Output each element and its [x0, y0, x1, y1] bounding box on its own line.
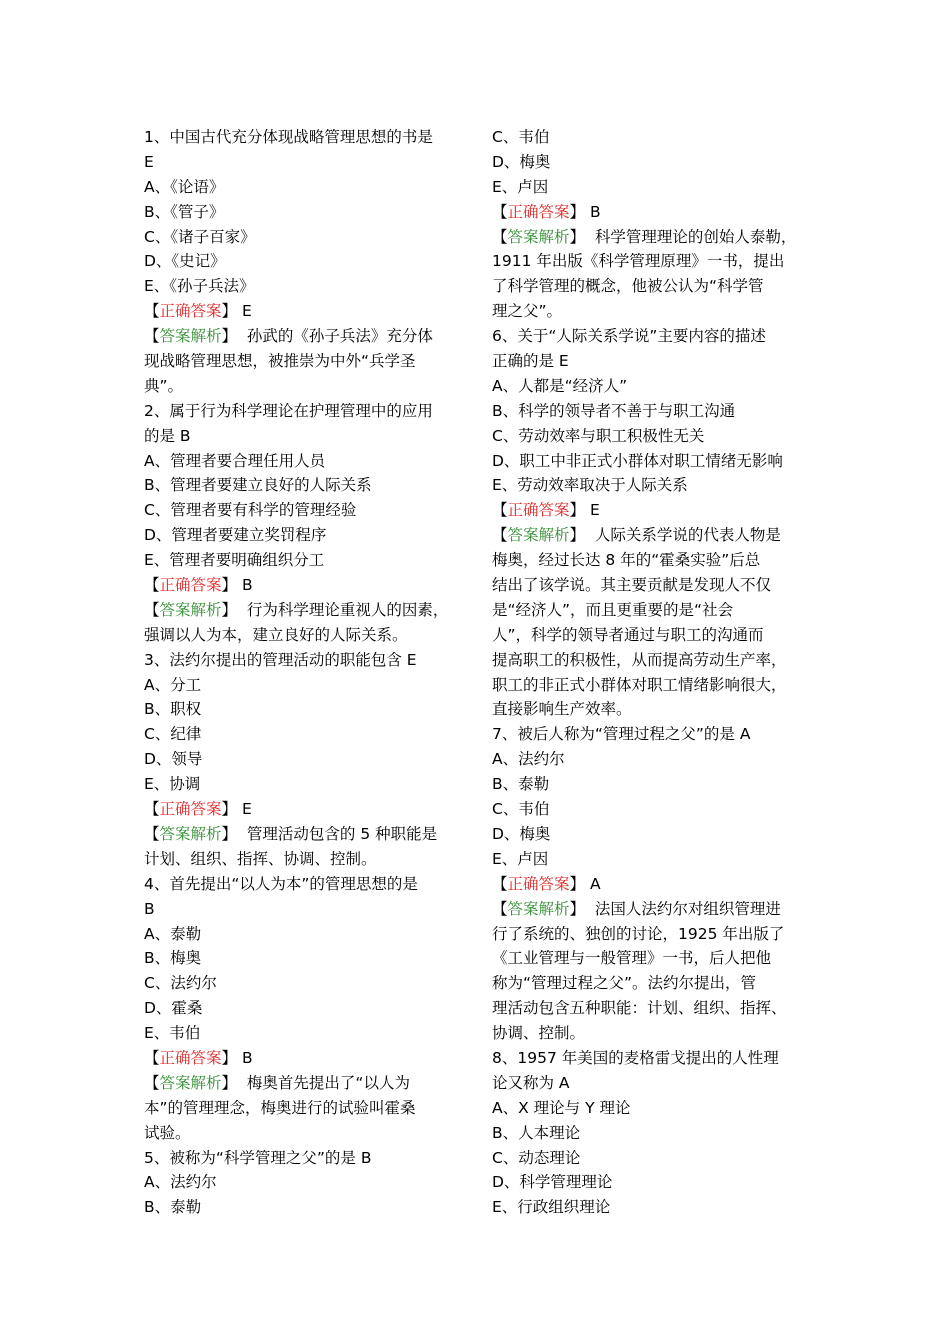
left-column — [144, 125, 470, 1220]
option: A、法约尔 — [492, 750, 565, 769]
explain-continuation: 结出了该学说。其主要贡献是发现人不仅 — [492, 576, 772, 595]
bracket-close: 】 — [569, 874, 586, 893]
bracket-close: 】 — [221, 600, 238, 619]
explain-line — [492, 225, 814, 250]
answer-label: 正确答案 — [159, 800, 222, 819]
bracket-close: 】 — [569, 501, 586, 520]
bracket-close: 】 — [221, 1073, 238, 1092]
bracket-close: 】 — [569, 899, 586, 918]
explain-label: 答案解析 — [507, 227, 570, 246]
question-stem: 1、中国古代充分体现战略管理思想的书是 — [144, 128, 433, 146]
question-stem: 6、关于“人际关系学说”主要内容的描述 — [492, 327, 766, 346]
answer-line — [492, 498, 814, 523]
option: A、X 理论与 Y 理论 — [492, 1098, 631, 1117]
explain-line — [144, 1071, 470, 1096]
question-stem: 4、首先提出“以人为本”的管理思想的是 — [144, 874, 418, 893]
option: C、《诸子百家》 — [144, 227, 256, 246]
answer-line — [144, 1046, 470, 1071]
right-column — [492, 125, 814, 1220]
option: C、劳动效率与职工积极性无关 — [492, 426, 705, 445]
option: D、管理者要建立奖罚程序 — [144, 526, 327, 545]
option: C、动态理论 — [492, 1148, 581, 1167]
bracket-open: 【 — [144, 1048, 160, 1067]
bracket-close: 】 — [221, 1048, 238, 1067]
option: C、管理者要有科学的管理经验 — [144, 501, 357, 520]
question-stem: 8、1957 年美国的麦格雷戈提出的人性理 — [492, 1048, 779, 1067]
answer-value: B — [241, 1048, 253, 1067]
bracket-open: 【 — [492, 501, 508, 520]
explain-text: 管理活动包含的 5 种职能是 — [241, 824, 438, 843]
explain-continuation: 1911 年出版《科学管理原理》一书，提出 — [492, 252, 785, 271]
answer-value: E — [241, 302, 252, 321]
question-stem: 3、法约尔提出的管理活动的职能包含 E — [144, 650, 417, 669]
explain-line — [144, 822, 470, 847]
answer-value: B — [589, 202, 601, 221]
option: A、《论语》 — [144, 177, 225, 196]
bracket-close: 】 — [221, 576, 238, 595]
option: A、分工 — [144, 675, 202, 694]
bracket-open: 【 — [492, 526, 508, 545]
answer-line — [144, 797, 470, 822]
explain-continuation: 直接影响生产效率。 — [492, 700, 632, 719]
explain-continuation: 人”，科学的领导者通过与职工的沟通而 — [492, 625, 764, 644]
explain-label: 答案解析 — [507, 526, 570, 545]
answer-value: E — [589, 501, 600, 520]
bracket-open: 【 — [492, 202, 508, 221]
bracket-open: 【 — [144, 824, 160, 843]
option: B、管理者要建立良好的人际关系 — [144, 476, 372, 495]
bracket-open: 【 — [492, 227, 508, 246]
option: E、行政组织理论 — [492, 1198, 611, 1217]
answer-label: 正确答案 — [507, 501, 570, 520]
question-stem: 7、被后人称为“管理过程之父”的是 A — [492, 725, 751, 744]
answer-line — [492, 200, 814, 225]
answer-value: A — [589, 874, 601, 893]
explain-text: 孙武的《孙子兵法》充分体 — [241, 327, 433, 346]
option: E、韦伯 — [144, 1024, 201, 1043]
explain-continuation: 理活动包含五种职能：计划、组织、指挥、 — [492, 999, 787, 1018]
explain-line — [492, 897, 814, 922]
explain-label: 答案解析 — [159, 824, 222, 843]
option: B、科学的领导者不善于与职工沟通 — [492, 401, 736, 420]
option: B、《管子》 — [144, 202, 225, 221]
explain-label: 答案解析 — [159, 327, 222, 346]
answer-label: 正确答案 — [159, 576, 222, 595]
option: C、韦伯 — [492, 800, 550, 819]
explain-text: 法国人法约尔对组织管理进 — [589, 899, 781, 918]
question-stem: 5、被称为“科学管理之父”的是 B — [144, 1148, 372, 1167]
explain-line — [492, 523, 814, 548]
option: C、法约尔 — [144, 974, 217, 993]
explain-text: 行为科学理论重视人的因素， — [241, 600, 449, 619]
explain-text: 梅奥首先提出了“以人为 — [241, 1073, 410, 1092]
answer-line — [492, 872, 814, 897]
option: E、卢因 — [492, 177, 549, 196]
explain-continuation: 职工的非正式小群体对职工情绪影响很大， — [492, 675, 787, 694]
explain-continuation: 行了系统的、独创的讨论，1925 年出版了 — [492, 924, 785, 943]
option: E、《孙子兵法》 — [144, 277, 255, 296]
bracket-close: 】 — [221, 824, 238, 843]
option: D、职工中非正式小群体对职工情绪无影响 — [492, 451, 783, 470]
option: B、泰勒 — [492, 775, 550, 794]
bracket-open: 【 — [144, 1073, 160, 1092]
option: D、梅奥 — [492, 824, 551, 843]
bracket-open: 【 — [492, 899, 508, 918]
option: E、协调 — [144, 775, 201, 794]
option: B、泰勒 — [144, 1198, 202, 1217]
option: D、科学管理理论 — [492, 1173, 613, 1192]
bracket-close: 】 — [569, 526, 586, 545]
explain-continuation: 梅奥，经过长达 8 年的“霍桑实验”后总 — [492, 551, 761, 570]
answer-line — [144, 573, 470, 598]
bracket-open: 【 — [144, 800, 160, 819]
option: D、霍桑 — [144, 999, 203, 1018]
explain-label: 答案解析 — [507, 899, 570, 918]
explain-line — [144, 324, 470, 349]
explain-continuation: 强调以人为本，建立良好的人际关系。 — [144, 625, 408, 644]
question-stem: 论又称为 A — [492, 1073, 570, 1092]
explain-continuation: 提高职工的积极性，从而提高劳动生产率， — [492, 650, 787, 669]
answer-label: 正确答案 — [159, 302, 222, 321]
option: D、梅奥 — [492, 152, 551, 171]
question-stem: E — [144, 152, 154, 171]
question-stem: 2、属于行为科学理论在护理管理中的应用 — [144, 401, 433, 420]
option: B、梅奥 — [144, 949, 202, 968]
answer-label: 正确答案 — [507, 202, 570, 221]
option: A、管理者要合理任用人员 — [144, 451, 326, 470]
explain-continuation: 协调、控制。 — [492, 1024, 586, 1043]
explain-continuation: 理之父”。 — [492, 302, 563, 321]
option: B、职权 — [144, 700, 202, 719]
bracket-open: 【 — [144, 327, 160, 346]
option: A、人都是“经济人” — [492, 376, 628, 395]
explain-continuation: 试验。 — [144, 1123, 191, 1142]
explain-continuation: 是“经济人”，而且更重要的是“社会 — [492, 600, 734, 619]
bracket-open: 【 — [492, 874, 508, 893]
explain-text: 科学管理理论的创始人泰勒， — [589, 227, 797, 246]
explain-label: 答案解析 — [159, 600, 222, 619]
explain-continuation: 典”。 — [144, 376, 184, 395]
explain-line — [144, 598, 470, 623]
explain-continuation: 计划、组织、指挥、协调、控制。 — [144, 849, 377, 868]
option: A、法约尔 — [144, 1173, 217, 1192]
option: E、卢因 — [492, 849, 549, 868]
option: A、泰勒 — [144, 924, 202, 943]
option: D、《史记》 — [144, 252, 226, 271]
answer-label: 正确答案 — [507, 874, 570, 893]
answer-label: 正确答案 — [159, 1048, 222, 1067]
bracket-close: 】 — [569, 227, 586, 246]
explain-continuation: 称为“管理过程之父”。法约尔提出，管 — [492, 974, 757, 993]
explain-text: 人际关系学说的代表人物是 — [589, 526, 781, 545]
option: C、纪律 — [144, 725, 202, 744]
explain-continuation: 《工业管理与一般管理》一书，后人把他 — [492, 949, 772, 968]
option: E、管理者要明确组织分工 — [144, 551, 325, 570]
question-stem: 的是 B — [144, 426, 191, 445]
bracket-close: 】 — [221, 800, 238, 819]
bracket-open: 【 — [144, 600, 160, 619]
answer-value: E — [241, 800, 252, 819]
bracket-close: 】 — [221, 327, 238, 346]
explain-continuation: 现战略管理思想，被推崇为中外“兵学圣 — [144, 352, 416, 371]
answer-value: B — [241, 576, 253, 595]
question-stem: B — [144, 899, 155, 918]
option: D、领导 — [144, 750, 203, 769]
bracket-open: 【 — [144, 302, 160, 321]
explain-continuation: 本”的管理理念，梅奥进行的试验叫霍桑 — [144, 1098, 416, 1117]
explain-continuation: 了科学管理的概念，他被公认为“科学管 — [492, 277, 764, 296]
question-stem: 正确的是 E — [492, 352, 569, 371]
explain-label: 答案解析 — [159, 1073, 222, 1092]
bracket-close: 】 — [221, 302, 238, 321]
option: C、韦伯 — [492, 128, 550, 146]
answer-line — [144, 299, 470, 324]
option: E、劳动效率取决于人际关系 — [492, 476, 688, 495]
bracket-close: 】 — [569, 202, 586, 221]
option: B、人本理论 — [492, 1123, 581, 1142]
bracket-open: 【 — [144, 576, 160, 595]
